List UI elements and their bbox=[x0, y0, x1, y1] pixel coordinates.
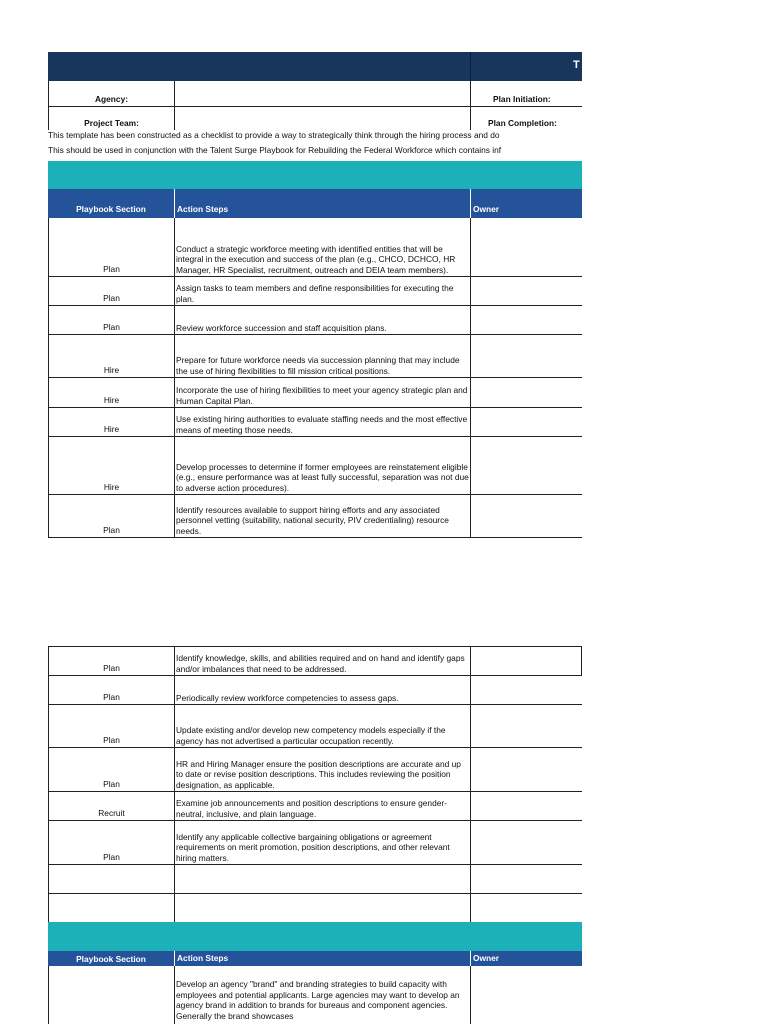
row-step: Develop an agency "brand" and branding strategies to build capacity with employees and potential applicants. Large agencies may want to develop an agency brand in addition to brands for bureaus and component agencies. Generally the brand showcases bbox=[175, 966, 471, 1024]
row-section: Plan bbox=[48, 277, 175, 305]
table-row bbox=[48, 792, 582, 821]
table-row bbox=[48, 676, 582, 705]
row-step: Identify knowledge, skills, and abilities required and on hand and identify gaps and/or imbalances that need to be addressed. bbox=[175, 647, 471, 675]
table-row bbox=[48, 437, 582, 495]
table-row bbox=[48, 218, 582, 277]
row-owner-field[interactable] bbox=[471, 277, 582, 305]
row-section: Plan bbox=[48, 495, 175, 537]
column-header-row bbox=[48, 189, 582, 218]
row-owner-field[interactable] bbox=[471, 676, 582, 704]
row-section: Plan bbox=[48, 705, 175, 747]
row-step: Identify any applicable collective bargaining obligations or agreement requirements on merit promotion, position descriptions, and other relevant hiring matters. bbox=[175, 821, 471, 864]
row-section: Plan bbox=[48, 821, 175, 864]
agency-label: Agency: bbox=[48, 81, 175, 106]
row-step: Develop processes to determine if former employees are reinstatement eligible (e.g., ensure performance was at least fully successful, separation was not due to adverse action procedures). bbox=[175, 437, 471, 494]
project-team-row bbox=[48, 107, 582, 130]
table-row bbox=[48, 748, 582, 792]
column-header-row bbox=[48, 951, 582, 966]
row-owner-field[interactable] bbox=[471, 335, 582, 377]
row-step: Update existing and/or develop new competency models especially if the agency has not advertised a particular occupation recently. bbox=[175, 705, 471, 747]
row-step: Examine job announcements and position descriptions to ensure gender-neutral, inclusive, and plain language. bbox=[175, 792, 471, 820]
row-step: Use existing hiring authorities to evaluate staffing needs and the most effective means of meeting those needs. bbox=[175, 408, 471, 436]
col-action-steps: Action Steps bbox=[175, 189, 471, 218]
project-team-field[interactable] bbox=[175, 107, 471, 130]
table-row bbox=[48, 306, 582, 335]
row-section: Recruit bbox=[48, 792, 175, 820]
row-section: Hire bbox=[48, 408, 175, 436]
row-owner-field[interactable] bbox=[471, 792, 582, 820]
row-section: Hire bbox=[48, 335, 175, 377]
row-section: Plan bbox=[48, 647, 175, 675]
table-row bbox=[48, 966, 582, 1024]
row-owner-field[interactable] bbox=[471, 378, 582, 407]
row-step: Conduct a strategic workforce meeting with identified entities that will be integral in the execution and success of the plan (e.g., CHCO, DCHCO, HR Manager, HR Specialist, recruitment, outreach and DEIA team members). bbox=[175, 218, 471, 276]
row-step: Periodically review workforce competencies to assess gaps. bbox=[175, 676, 471, 704]
row-section: Hire bbox=[48, 378, 175, 407]
row-section: Plan bbox=[48, 218, 175, 276]
project-team-label: Project Team: bbox=[48, 107, 175, 130]
row-step: Assign tasks to team members and define responsibilities for executing the plan. bbox=[175, 277, 471, 305]
row-step: HR and Hiring Manager ensure the position descriptions are accurate and up to date or revise position descriptions. This includes reviewing the position designation, as applicable. bbox=[175, 748, 471, 791]
note-line-1: This template has been constructed as a checklist to provide a way to strategically think through the hiring process and do bbox=[48, 130, 500, 140]
plan-initiation-label: Plan Initiation: bbox=[493, 93, 551, 104]
row-owner-field[interactable] bbox=[471, 748, 582, 791]
row-owner-field[interactable] bbox=[471, 495, 582, 537]
row-section: Plan bbox=[48, 748, 175, 791]
row-owner-field[interactable] bbox=[471, 821, 582, 864]
section-band bbox=[48, 161, 582, 189]
checklist-table-b bbox=[48, 646, 582, 863]
row-step: Identify resources available to support hiring efforts and any associated personnel vetting (suitability, national security, PIV credentialing) resource needs. bbox=[175, 495, 471, 537]
col-playbook-section: Playbook Section bbox=[48, 189, 175, 218]
row-section: Plan bbox=[48, 306, 175, 334]
table-row bbox=[48, 335, 582, 378]
row-owner-field[interactable] bbox=[471, 437, 582, 494]
agency-row bbox=[48, 81, 582, 107]
table-row bbox=[48, 821, 582, 865]
row-owner-field[interactable] bbox=[471, 306, 582, 334]
table-row bbox=[48, 865, 582, 894]
row-owner-field[interactable] bbox=[471, 408, 582, 436]
row-step: Prepare for future workforce needs via succession planning that may include the use of hiring flexibilities to fill mission critical positions. bbox=[175, 335, 471, 377]
row-owner-field[interactable] bbox=[471, 865, 582, 893]
agency-field[interactable] bbox=[175, 81, 471, 106]
table-row bbox=[48, 277, 582, 306]
row-step: Incorporate the use of hiring flexibilities to meet your agency strategic plan and Human Capital Plan. bbox=[175, 378, 471, 407]
row-owner-field[interactable] bbox=[471, 705, 582, 747]
row-section: Hire bbox=[48, 437, 175, 494]
section-band bbox=[48, 922, 582, 951]
col-owner: Owner bbox=[473, 204, 500, 214]
row-step bbox=[175, 865, 471, 893]
table-row bbox=[48, 894, 582, 923]
row-section bbox=[48, 865, 175, 893]
row-owner-field[interactable] bbox=[471, 966, 582, 1024]
plan-completion-label: Plan Completion: bbox=[488, 117, 557, 128]
table-row bbox=[48, 495, 582, 538]
row-step: Review workforce succession and staff acquisition plans. bbox=[175, 306, 471, 334]
title-text: T bbox=[573, 59, 580, 71]
row-owner-field[interactable] bbox=[471, 218, 582, 276]
table-row bbox=[48, 647, 582, 676]
row-section: Plan bbox=[48, 676, 175, 704]
row-step bbox=[175, 894, 471, 922]
table-row bbox=[48, 408, 582, 437]
col-owner: Owner bbox=[473, 953, 500, 963]
row-section bbox=[48, 894, 175, 922]
table-row bbox=[48, 705, 582, 748]
col-action-steps: Action Steps bbox=[175, 951, 471, 966]
row-owner-field[interactable] bbox=[471, 647, 582, 675]
row-section bbox=[48, 966, 175, 1024]
title-bar bbox=[48, 52, 582, 81]
note-line-2: This should be used in conjunction with the Talent Surge Playbook for Rebuilding the Federal Workforce which contains inf bbox=[48, 145, 502, 155]
col-playbook-section: Playbook Section bbox=[48, 951, 175, 966]
row-owner-field[interactable] bbox=[471, 894, 582, 922]
table-row bbox=[48, 378, 582, 408]
